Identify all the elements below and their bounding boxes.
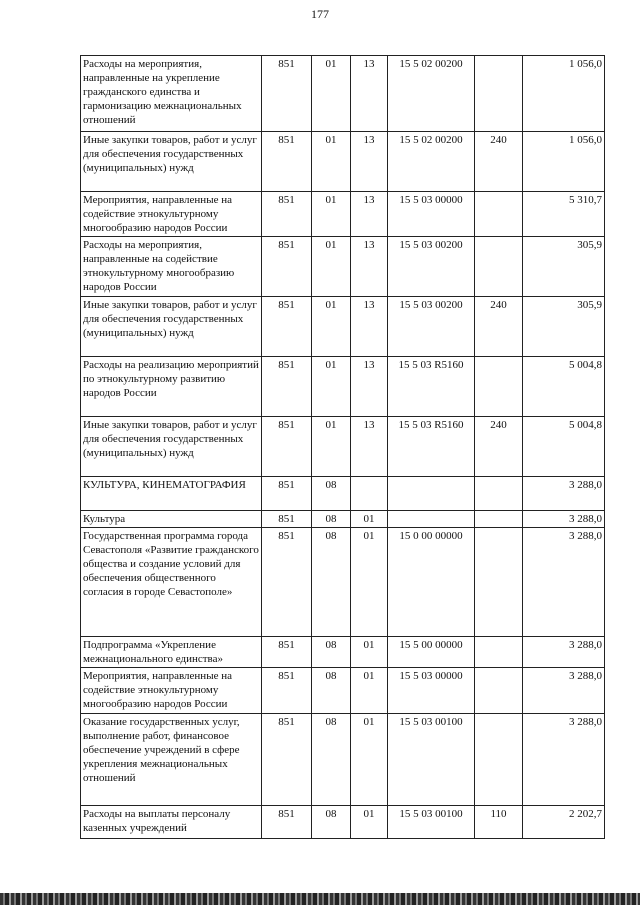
subsection-code-cell: 01: [351, 528, 388, 637]
expense-type-cell: [475, 237, 523, 297]
amount-cell: 2 202,7: [523, 806, 605, 839]
gr-code-cell: 851: [262, 637, 312, 668]
expense-type-cell: [475, 192, 523, 237]
target-article-cell: 15 5 03 00000: [388, 192, 475, 237]
budget-table: [80, 55, 605, 839]
expense-type-cell: [475, 637, 523, 668]
section-code-cell: 08: [312, 528, 351, 637]
amount-cell: 3 288,0: [523, 511, 605, 528]
section-code-cell: 08: [312, 637, 351, 668]
expense-type-cell: [475, 714, 523, 806]
subsection-code-cell: 01: [351, 714, 388, 806]
target-article-cell: [388, 511, 475, 528]
section-code-cell: 08: [312, 511, 351, 528]
subsection-code-cell: 13: [351, 417, 388, 477]
table-row: [81, 714, 605, 806]
target-article-cell: 15 5 03 R5160: [388, 357, 475, 417]
section-code-cell: 08: [312, 477, 351, 511]
target-article-cell: 15 5 03 00200: [388, 237, 475, 297]
section-code-cell: 01: [312, 357, 351, 417]
subsection-code-cell: 01: [351, 668, 388, 714]
gr-code-cell: 851: [262, 132, 312, 192]
target-article-cell: 15 5 03 00200: [388, 297, 475, 357]
section-code-cell: 01: [312, 56, 351, 132]
target-article-cell: 15 0 00 00000: [388, 528, 475, 637]
subsection-code-cell: 01: [351, 637, 388, 668]
gr-code-cell: 851: [262, 528, 312, 637]
amount-cell: 3 288,0: [523, 668, 605, 714]
gr-code-cell: 851: [262, 511, 312, 528]
gr-code-cell: 851: [262, 714, 312, 806]
table-row: [81, 237, 605, 297]
table-row: [81, 528, 605, 637]
amount-cell: 5 004,8: [523, 417, 605, 477]
amount-cell: 1 056,0: [523, 132, 605, 192]
table-row: [81, 806, 605, 839]
item-name-cell: Расходы на выплаты персоналу казенных учреждений: [81, 806, 262, 839]
table-row: [81, 511, 605, 528]
amount-cell: 3 288,0: [523, 714, 605, 806]
table-row: [81, 417, 605, 477]
table-row: [81, 357, 605, 417]
target-article-cell: 15 5 02 00200: [388, 56, 475, 132]
gr-code-cell: 851: [262, 237, 312, 297]
scan-edge-strip: [0, 893, 640, 905]
expense-type-cell: 110: [475, 806, 523, 839]
table-row: [81, 56, 605, 132]
gr-code-cell: 851: [262, 668, 312, 714]
table-row: [81, 132, 605, 192]
amount-cell: 305,9: [523, 297, 605, 357]
item-name-cell: КУЛЬТУРА, КИНЕМАТОГРАФИЯ: [81, 477, 262, 511]
gr-code-cell: 851: [262, 357, 312, 417]
amount-cell: 3 288,0: [523, 637, 605, 668]
amount-cell: 3 288,0: [523, 528, 605, 637]
amount-cell: 305,9: [523, 237, 605, 297]
section-code-cell: 08: [312, 806, 351, 839]
amount-cell: 5 004,8: [523, 357, 605, 417]
gr-code-cell: 851: [262, 56, 312, 132]
item-name-cell: Мероприятия, направленные на содействие этнокультурному многообразию народов России: [81, 668, 262, 714]
expense-type-cell: [475, 528, 523, 637]
item-name-cell: Расходы на мероприятия, направленные на укрепление гражданского единства и гармонизацию межнациональных отношений: [81, 56, 262, 132]
subsection-code-cell: 13: [351, 237, 388, 297]
expense-type-cell: [475, 56, 523, 132]
subsection-code-cell: [351, 477, 388, 511]
table-row: [81, 192, 605, 237]
table-row: [81, 668, 605, 714]
target-article-cell: 15 5 03 00100: [388, 714, 475, 806]
section-code-cell: 01: [312, 417, 351, 477]
amount-cell: 1 056,0: [523, 56, 605, 132]
section-code-cell: 01: [312, 237, 351, 297]
expense-type-cell: 240: [475, 417, 523, 477]
expense-type-cell: [475, 668, 523, 714]
expense-type-cell: 240: [475, 297, 523, 357]
table-row: [81, 297, 605, 357]
subsection-code-cell: 01: [351, 511, 388, 528]
gr-code-cell: 851: [262, 297, 312, 357]
amount-cell: 5 310,7: [523, 192, 605, 237]
expense-type-cell: [475, 357, 523, 417]
target-article-cell: [388, 477, 475, 511]
section-code-cell: 01: [312, 132, 351, 192]
item-name-cell: Иные закупки товаров, работ и услуг для обеспечения государственных (муниципальных) нужд: [81, 297, 262, 357]
section-code-cell: 01: [312, 192, 351, 237]
page-number: 177: [311, 7, 329, 21]
target-article-cell: 15 5 00 00000: [388, 637, 475, 668]
item-name-cell: Расходы на мероприятия, направленные на содействие этнокультурному многообразию народов России: [81, 237, 262, 297]
item-name-cell: Иные закупки товаров, работ и услуг для обеспечения государственных (муниципальных) нужд: [81, 132, 262, 192]
target-article-cell: 15 5 03 00100: [388, 806, 475, 839]
expense-type-cell: 240: [475, 132, 523, 192]
subsection-code-cell: 13: [351, 132, 388, 192]
subsection-code-cell: 13: [351, 297, 388, 357]
item-name-cell: Подпрограмма «Укрепление межнационального единства»: [81, 637, 262, 668]
table-row: [81, 477, 605, 511]
target-article-cell: 15 5 02 00200: [388, 132, 475, 192]
subsection-code-cell: 13: [351, 56, 388, 132]
target-article-cell: 15 5 03 00000: [388, 668, 475, 714]
item-name-cell: Культура: [81, 511, 262, 528]
item-name-cell: Расходы на реализацию мероприятий по этнокультурному развитию народов России: [81, 357, 262, 417]
gr-code-cell: 851: [262, 192, 312, 237]
subsection-code-cell: 13: [351, 357, 388, 417]
expense-type-cell: [475, 511, 523, 528]
gr-code-cell: 851: [262, 417, 312, 477]
item-name-cell: Государственная программа города Севастополя «Развитие гражданского общества и создание условий для обеспечения общественного согласия в городе Севастополе»: [81, 528, 262, 637]
section-code-cell: 08: [312, 714, 351, 806]
gr-code-cell: 851: [262, 806, 312, 839]
item-name-cell: Оказание государственных услуг, выполнение работ, финансовое обеспечение учреждений в сфере укрепления межнациональных отношений: [81, 714, 262, 806]
expense-type-cell: [475, 477, 523, 511]
item-name-cell: Мероприятия, направленные на содействие этнокультурному многообразию народов России: [81, 192, 262, 237]
section-code-cell: 08: [312, 668, 351, 714]
table-row: [81, 637, 605, 668]
target-article-cell: 15 5 03 R5160: [388, 417, 475, 477]
amount-cell: 3 288,0: [523, 477, 605, 511]
gr-code-cell: 851: [262, 477, 312, 511]
section-code-cell: 01: [312, 297, 351, 357]
item-name-cell: Иные закупки товаров, работ и услуг для обеспечения государственных (муниципальных) нужд: [81, 417, 262, 477]
subsection-code-cell: 13: [351, 192, 388, 237]
subsection-code-cell: 01: [351, 806, 388, 839]
